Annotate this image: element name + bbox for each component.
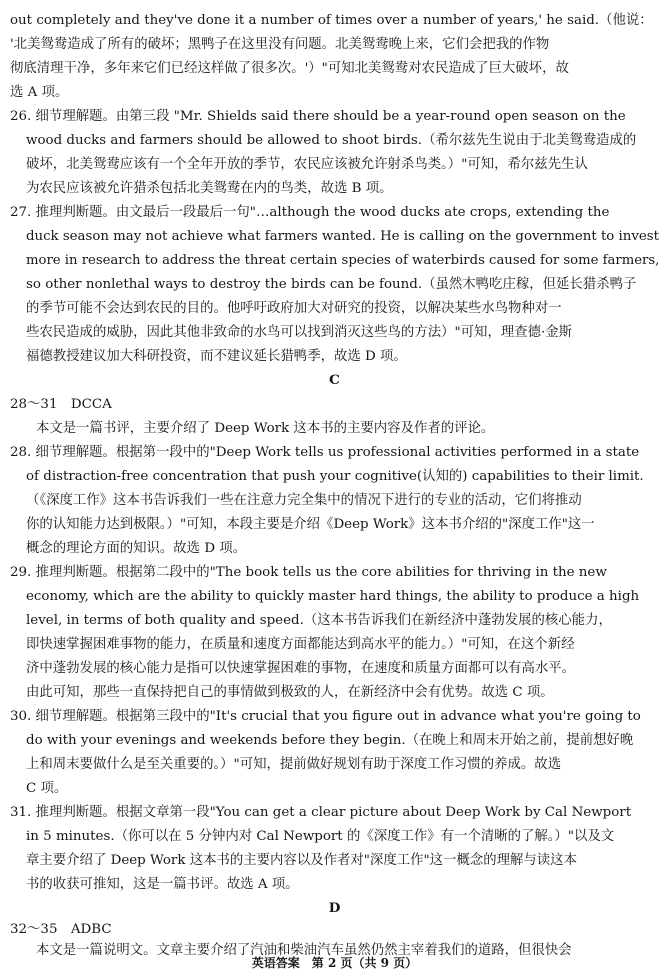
text-line: 书的收获可推知，这是一篇书评。故选 A 项。 bbox=[26, 877, 299, 892]
answer-26: 26. 细节理解题。由第三段 "Mr. Shields said there should be a year-round open season on the bbox=[10, 109, 626, 124]
text-line: economy, which are the ability to quickly master hard things, the ability to produce a high bbox=[26, 589, 640, 604]
text-line: 由此可知，那些一直保持把自己的事情做到极致的人，在新经济中会有优势。故选 C 项。 bbox=[26, 685, 554, 700]
answer-31: 31. 推理判断题。根据文章第一段"You can get a clear picture about Deep Work by Cal Newport bbox=[10, 805, 632, 820]
text-line: in 5 minutes.（你可以在 5 分钟内对 Cal Newport 的《深度工作》有一个清晰的了解。）"以及文 bbox=[26, 829, 615, 844]
text-line: 济中蓬勃发展的核心能力是指可以快速掌握困难的事物，在速度和质量方面都可以有高水平。 bbox=[26, 661, 576, 676]
answer-key-28-31: 28～31 DCCA bbox=[10, 397, 112, 412]
text-line: 上和周末要做什么是至关重要的。）"可知，提前做好规划有助于深度工作习惯的养成。故选 bbox=[26, 757, 562, 772]
passage-summary: 本文是一篇书评，主要介绍了 Deep Work 这本书的主要内容及作者的评论。 bbox=[36, 421, 495, 436]
text-line: 即快速掌握困难事物的能力，在质量和速度方面都能达到高水平的能力。）"可知，在这个新经 bbox=[26, 637, 575, 652]
text-line: C 项。 bbox=[26, 781, 68, 796]
section-heading-c: C bbox=[329, 372, 340, 388]
answer-28: 28. 细节理解题。根据第一段中的"Deep Work tells us professional activities performed in a state bbox=[10, 445, 640, 460]
answer-27: 27. 推理判断题。由文最后一段最后一句"…although the wood ducks ate crops, extending the bbox=[10, 205, 610, 220]
text-line: wood ducks and farmers should be allowed to shoot birds.（希尔兹先生说由于北美鸳鸯造成的 bbox=[26, 133, 637, 148]
text-line: 章主要介绍了 Deep Work 这本书的主要内容以及作者对"深度工作"这一概念的理解与读这本 bbox=[26, 853, 577, 868]
text-line: 概念的理论方面的知识。故选 D 项。 bbox=[26, 541, 247, 556]
answer-key-32-35: 32～35 ADBC bbox=[10, 922, 112, 937]
section-heading-d: D bbox=[328, 900, 341, 916]
text-line: of distraction-free concentration that push your cognitive(认知的) capabilities to their limit. bbox=[26, 469, 644, 484]
text-line: level, in terms of both quality and speed.（这本书告诉我们在新经济中蓬勃发展的核心能力， bbox=[26, 613, 612, 628]
text-line: 选 A 项。 bbox=[10, 85, 69, 100]
text-line: 的季节可能不会达到农民的目的。他呼吁政府加大对研究的投资，以解决某些水鸟物种对一 bbox=[26, 301, 562, 316]
text-line: do with your evenings and weekends before they begin.（在晚上和周末开始之前，提前想好晚 bbox=[26, 733, 634, 748]
page-footer: 英语答案 第 2 页（共 9 页） bbox=[251, 956, 418, 970]
text-line: 为农民应该被允许猎杀包括北美鸳鸯在内的鸟类，故选 B 项。 bbox=[26, 181, 393, 196]
text-line: out completely and they've done it a number of times over a number of years,' he said.（他说： bbox=[10, 13, 653, 28]
text-line: 你的认知能力达到极限。）"可知，本段主要是介绍《Deep Work》这本书介绍的"深度工作"这一 bbox=[26, 517, 595, 532]
answer-29: 29. 推理判断题。根据第二段中的"The book tells us the core abilities for thriving in the new bbox=[10, 565, 607, 580]
text-line: more in research to address the threat certain species of waterbirds caused for some farmers, bbox=[26, 253, 660, 268]
text-line: 福德教授建议加大科研投资，而不建议延长猎鸭季，故选 D 项。 bbox=[26, 349, 407, 364]
text-line: 些农民造成的威胁，因此其他非致命的水鸟可以找到消灭这些鸟的方法）"可知，理查德·金斯 bbox=[26, 325, 573, 340]
text-line: duck season may not achieve what farmers wanted. He is calling on the government to invest bbox=[26, 229, 659, 244]
text-line: 彻底清理干净，多年来它们已经这样做了很多次。'）"可知北美鸳鸯对农民造成了巨大破坏，故 bbox=[10, 61, 569, 76]
text-line: （《深度工作》这本书告诉我们一些在注意力完全集中的情况下进行的专业的活动，它们将推动 bbox=[26, 493, 582, 508]
text-line: 破坏，北美鸳鸯应该有一个全年开放的季节，农民应该被允许射杀鸟类。）"可知，希尔兹先生认 bbox=[26, 157, 588, 172]
answer-30: 30. 细节理解题。根据第三段中的"It's crucial that you figure out in advance what you're going to bbox=[10, 709, 641, 724]
text-line: so other nonlethal ways to destroy the birds can be found.（虽然木鸭吃庄稼，但延长猎杀鸭子 bbox=[26, 277, 637, 292]
text-line: '北美鸳鸯造成了所有的破坏；黑鸭子在这里没有问题。北美鸳鸯晚上来，它们会把我的作物 bbox=[10, 37, 550, 52]
passage-summary: 本文是一篇说明文。文章主要介绍了汽油和柴油汽车虽然仍然主宰着我们的道路，但很快会 bbox=[36, 943, 572, 958]
